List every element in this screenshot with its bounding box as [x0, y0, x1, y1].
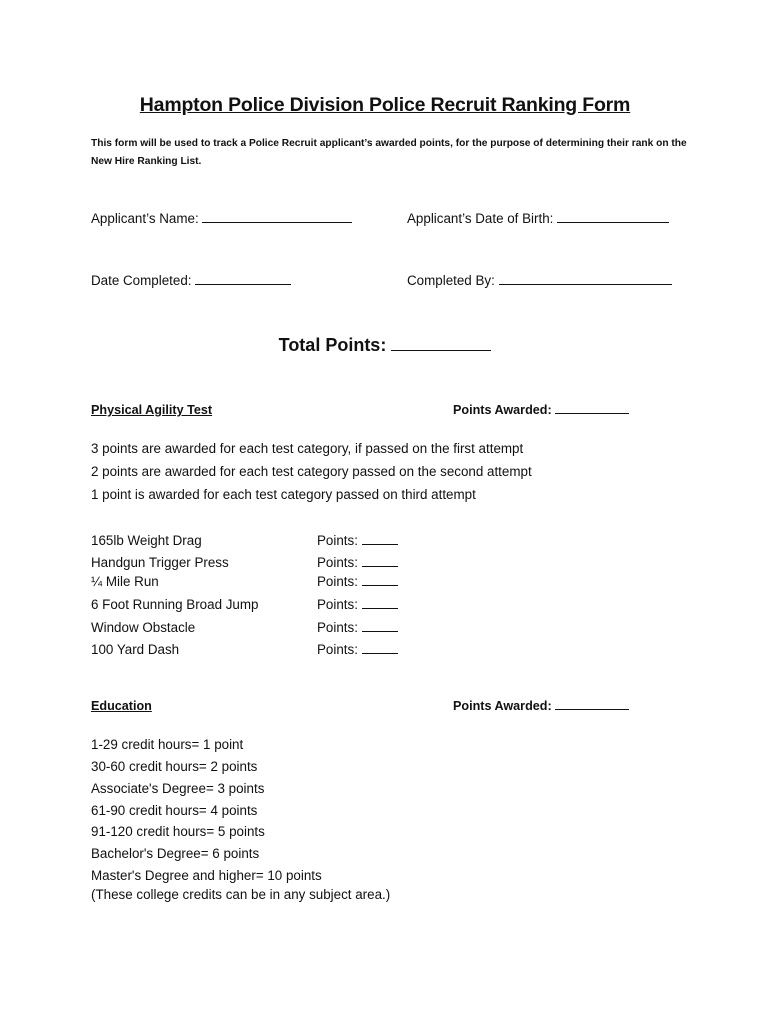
- test-name: 6 Foot Running Broad Jump: [91, 597, 259, 612]
- test-name: Window Obstacle: [91, 620, 196, 635]
- education-level: 1-29 credit hours= 1 point: [91, 737, 244, 752]
- test-points: [317, 533, 398, 548]
- applicant-name-label: Applicant’s Name:: [91, 211, 199, 226]
- education-points-awarded-label: Points Awarded:: [453, 699, 552, 713]
- test-points-label: Points:: [317, 642, 358, 657]
- test-points: [317, 642, 398, 657]
- rule-line: 2 points are awarded for each test category passed on the second attempt: [91, 464, 532, 479]
- test-points: [317, 555, 398, 570]
- education-level: Master's Degree and higher= 10 points: [91, 868, 322, 883]
- test-points-label: Points:: [317, 555, 358, 570]
- test-name: Handgun Trigger Press: [91, 555, 229, 570]
- test-name: ¼ Mile Run: [91, 574, 159, 589]
- completed-by-field: [407, 273, 672, 288]
- rule-line: 3 points are awarded for each test category, if passed on the first attempt: [91, 441, 524, 456]
- test-name: 100 Yard Dash: [91, 642, 180, 657]
- education-level: Bachelor's Degree= 6 points: [91, 846, 260, 861]
- applicant-dob-line[interactable]: [557, 221, 669, 223]
- education-points-awarded-line[interactable]: [555, 708, 629, 710]
- test-points-line[interactable]: [362, 565, 398, 567]
- completed-by-line[interactable]: [499, 283, 672, 285]
- date-completed-field: [91, 273, 291, 288]
- education-level: Associate's Degree= 3 points: [91, 781, 265, 796]
- page-title: Hampton Police Division Police Recruit Ranking Form: [139, 94, 631, 116]
- physical-points-awarded: [453, 403, 629, 417]
- education-note: (These college credits can be in any subject area.): [91, 887, 391, 902]
- test-points-label: Points:: [317, 533, 358, 548]
- test-points-line[interactable]: [362, 630, 398, 632]
- applicant-name-field: [91, 211, 352, 226]
- date-completed-label: Date Completed:: [91, 273, 192, 288]
- education-level: 91-120 credit hours= 5 points: [91, 824, 265, 839]
- education-heading: Education: [91, 699, 152, 713]
- physical-points-awarded-line[interactable]: [555, 412, 629, 414]
- test-points-line[interactable]: [362, 652, 398, 654]
- total-points-line[interactable]: [391, 349, 491, 351]
- test-points: [317, 574, 398, 589]
- physical-points-awarded-label: Points Awarded:: [453, 403, 552, 417]
- physical-agility-heading: Physical Agility Test: [91, 403, 213, 417]
- applicant-dob-field: [407, 211, 669, 226]
- education-level: 30-60 credit hours= 2 points: [91, 759, 258, 774]
- test-points-label: Points:: [317, 620, 358, 635]
- test-points-label: Points:: [317, 574, 358, 589]
- date-completed-line[interactable]: [195, 283, 291, 285]
- applicant-dob-label: Applicant’s Date of Birth:: [407, 211, 554, 226]
- total-points: [0, 335, 770, 356]
- test-points-line[interactable]: [362, 607, 398, 609]
- education-points-awarded: [453, 699, 629, 713]
- rule-line: 1 point is awarded for each test category passed on third attempt: [91, 487, 476, 502]
- test-points: [317, 597, 398, 612]
- test-points-line[interactable]: [362, 584, 398, 586]
- test-name: 165lb Weight Drag: [91, 533, 202, 548]
- applicant-name-line[interactable]: [202, 221, 352, 223]
- education-level: 61-90 credit hours= 4 points: [91, 803, 258, 818]
- completed-by-label: Completed By:: [407, 273, 495, 288]
- total-points-label: Total Points:: [278, 335, 387, 355]
- test-points-label: Points:: [317, 597, 358, 612]
- intro-text: This form will be used to track a Police Recruit applicant’s awarded points, for the purpose of determining their rank on the New Hire Ranking List.: [91, 138, 687, 167]
- test-points: [317, 620, 398, 635]
- test-points-line[interactable]: [362, 543, 398, 545]
